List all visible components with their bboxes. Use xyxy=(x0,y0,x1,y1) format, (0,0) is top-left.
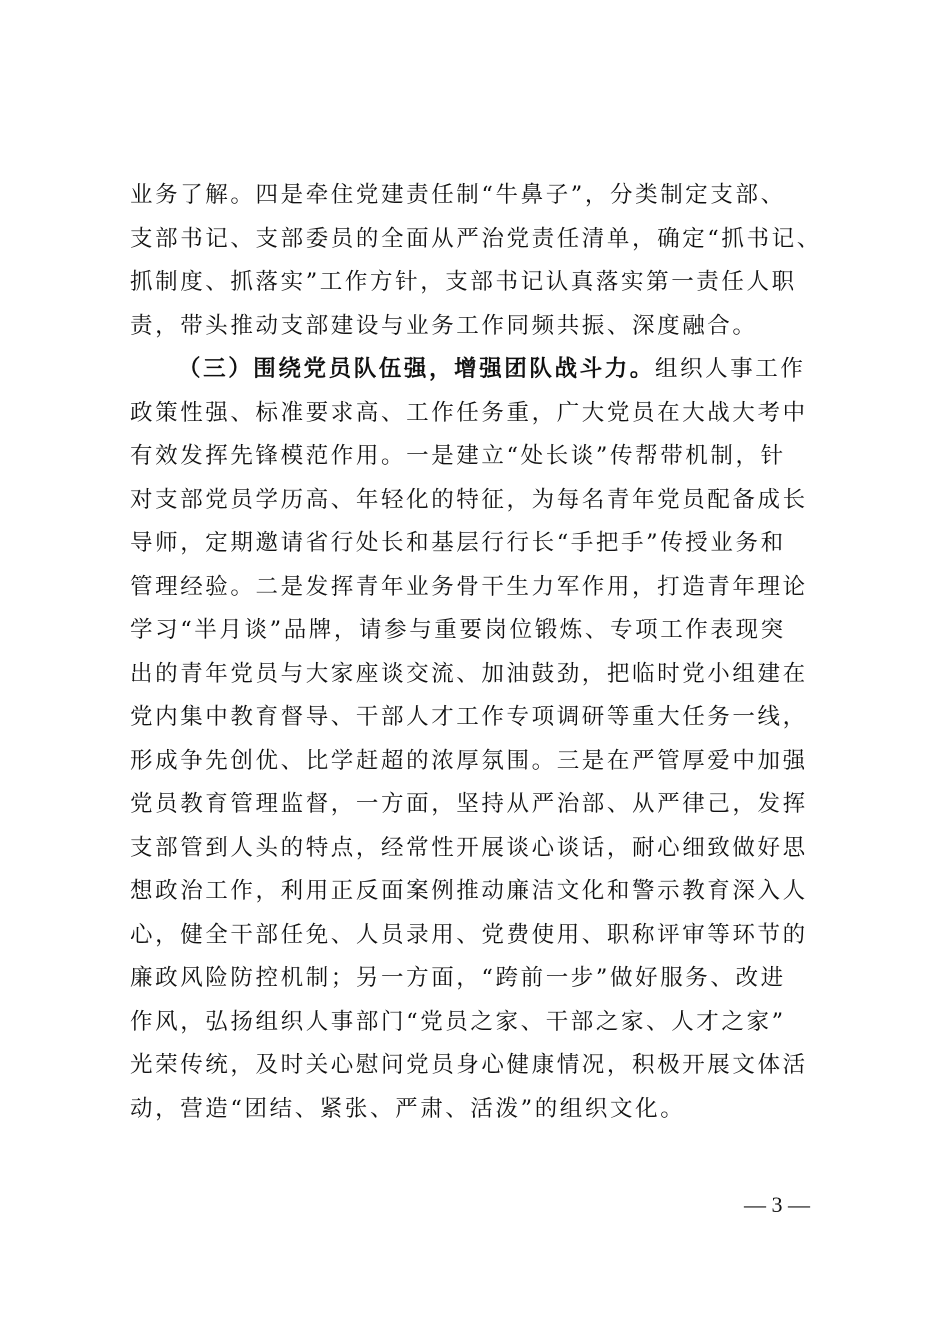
text-line: 党员教育管理监督，一方面，坚持从严治部、从严律己，发挥 xyxy=(130,791,808,817)
text-line: 动，营造“团结、紧张、严肃、活泼”的组织文化。 xyxy=(130,1095,686,1122)
text-line: 心，健全干部任免、人员录用、党费使用、职称评审等环节的 xyxy=(130,921,808,948)
text-line: 有效发挥先锋模范作用。一是建立“处长谈”传帮带机制，针 xyxy=(130,443,786,469)
text-line: 学习“半月谈”品牌，请参与重要岗位锻炼、专项工作表现突 xyxy=(130,617,786,643)
text-line: 形成争先创优、比学赶超的浓厚氛围。三是在严管厚爱中加强 xyxy=(130,747,808,774)
text-line: 支部书记、支部委员的全面从严治党责任清单，确定“抓书记、 xyxy=(130,225,822,252)
text-line: 对支部党员学历高、年轻化的特征，为每名青年党员配备成长 xyxy=(130,486,808,513)
text-line: 管理经验。二是发挥青年业务骨干生力军作用，打造青年理论 xyxy=(130,573,808,600)
text-line: 责，带头推动支部建设与业务工作同频共振、深度融合。 xyxy=(130,312,758,339)
section-heading: （三）围绕党员队伍强，增强团队战斗力。 xyxy=(178,356,655,382)
text-line: 支部管到人头的特点，经常性开展谈心谈话，耐心细致做好思 xyxy=(130,834,808,861)
text-line: 抓制度、抓落实”工作方针，支部书记认真落实第一责任人职 xyxy=(130,269,797,295)
page-number: — 3 — xyxy=(744,1192,810,1217)
text-line: 光荣传统，及时关心慰问党员身心健康情况，积极开展文体活 xyxy=(130,1052,808,1078)
text-line: 导师，定期邀请省行处长和基层行行长“手把手”传授业务和 xyxy=(130,530,786,556)
section-first-line xyxy=(130,348,820,392)
body-text xyxy=(130,174,820,1131)
text-line: 出的青年党员与大家座谈交流、加油鼓劲，把临时党小组建在 xyxy=(130,660,808,687)
text-line: 党内集中教育督导、干部人才工作专项调研等重大任务一线， xyxy=(130,704,808,730)
text-line: 政策性强、标准要求高、工作任务重，广大党员在大战大考中 xyxy=(130,399,808,426)
text-line: 廉政风险防控机制；另一方面，“跨前一步”做好服务、改进 xyxy=(130,965,786,991)
text-line: 业务了解。四是牵住党建责任制“牛鼻子”，分类制定支部、 xyxy=(130,182,786,208)
paragraph-section-three xyxy=(130,348,820,1131)
section-first-line-rest: 组织人事工作 xyxy=(654,356,806,382)
text-line: 作风，弘扬组织人事部门“党员之家、干部之家、人才之家” xyxy=(130,1008,786,1035)
paragraph-continued xyxy=(130,174,820,348)
text-line: 想政治工作，利用正反面案例推动廉洁文化和警示教育深入人 xyxy=(130,878,808,904)
